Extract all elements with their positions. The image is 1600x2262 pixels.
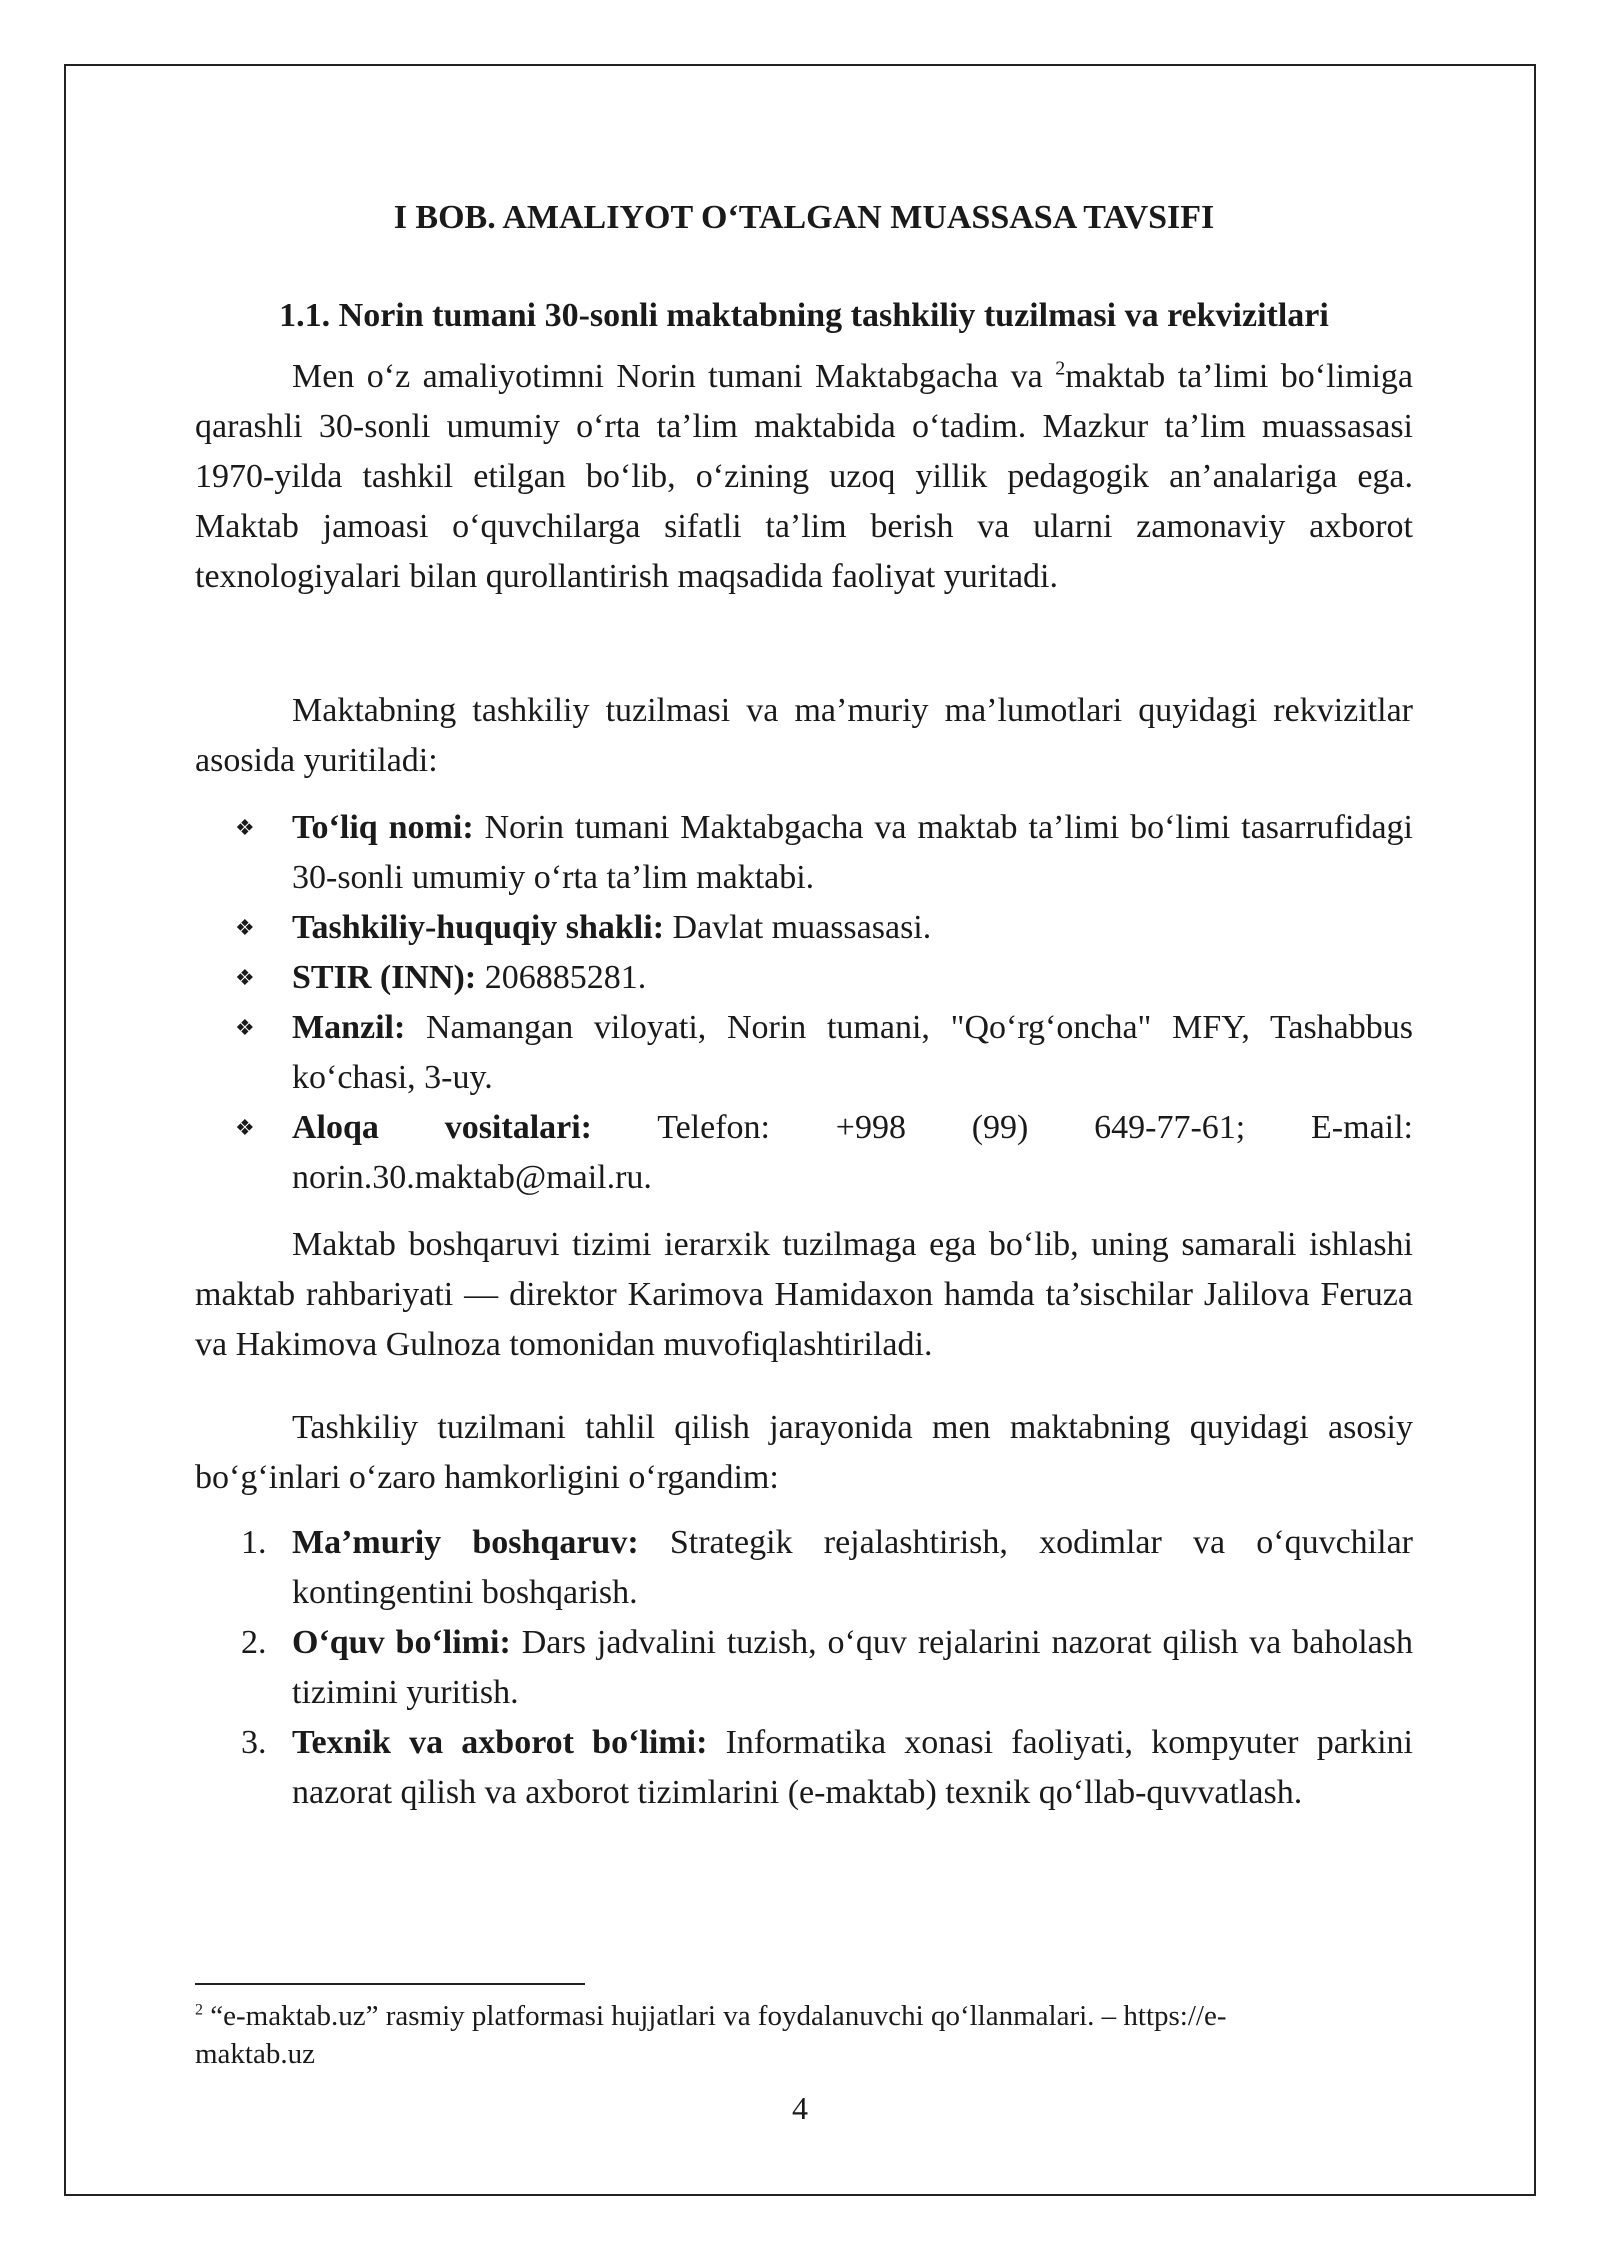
- item-text: Davlat muassasasi.: [664, 909, 932, 946]
- footnote-number: 2: [195, 2001, 203, 2019]
- footnote-text: “e-maktab.uz” rasmiy platformasi hujjatlari va foydalanuvchi qo‘llanmalari. – https://e-maktab.uz: [195, 2000, 1227, 2070]
- diamond-bullet-icon: ❖: [235, 1115, 255, 1140]
- diamond-bullet-icon: ❖: [235, 1015, 255, 1040]
- item-label: Tashkiliy-huquqiy shakli:: [292, 909, 665, 946]
- item-label: To‘liq nomi:: [292, 809, 474, 846]
- list-number: 2.: [241, 1624, 267, 1661]
- list-item: [195, 1618, 1413, 1718]
- item-label: Aloqa vositalari:: [292, 1109, 593, 1146]
- paragraph-management: Maktab boshqaruvi tizimi ierarxik tuzilmaga ega bo‘lib, uning samarali ishlashi maktab rahbariyati — direktor Karimova Hamidaxon hamda ta’sischilar Jalilova Feruza va Hakimova Gulnoza tomonidan muvofiqlashtiriladi.: [195, 1226, 1413, 1363]
- footnote: [195, 1997, 1345, 2073]
- list-item: [195, 903, 1413, 953]
- list-item: [195, 1518, 1413, 1618]
- list-number: 3.: [241, 1724, 267, 1761]
- list-item: [195, 953, 1413, 1003]
- chapter-title: I BOB. AMALIYOT O‘TALGAN MUASSASA TAVSIFI: [393, 199, 1215, 236]
- units-list: [195, 1518, 1413, 1818]
- list-item: [195, 1103, 1413, 1203]
- requisites-list: [195, 803, 1413, 1203]
- item-text: 206885281.: [476, 959, 647, 996]
- item-label: O‘quv bo‘limi:: [292, 1624, 511, 1661]
- paragraph-structure-analysis: Tashkiliy tuzilmani tahlil qilish jarayonida men maktabning quyidagi asosiy bo‘g‘inlari o‘zaro hamkorligini o‘rgandim:: [195, 1409, 1413, 1496]
- item-label: Manzil:: [292, 1009, 406, 1046]
- item-text: Namangan viloyati, Norin tumani, "Qo‘rg‘oncha" MFY, Tashabbus ko‘chasi, 3-uy.: [292, 1009, 1413, 1096]
- list-number: 1.: [241, 1524, 267, 1561]
- item-text: Dars jadvalini tuzish, o‘quv rejalarini nazorat qilish va baholash tizimini yuritish.: [292, 1624, 1413, 1711]
- paragraph-intro-start: Men o‘z amaliyotimni Norin tumani Maktabgacha va: [292, 358, 1056, 395]
- page-number: 4: [792, 2090, 808, 2126]
- diamond-bullet-icon: ❖: [235, 815, 255, 840]
- paragraph-intro-rest: maktab ta’limi bo‘limiga qarashli 30-sonli umumiy o‘rta ta’lim maktabida o‘tadim. Mazkur ta’lim muassasasi 1970-yilda tashkil etilgan bo‘lib, o‘zining uzoq yillik pedagogik an’analariga ega. Maktab jamoasi o‘quvchilarga sifatli ta’lim berish va ularni zamonaviy axborot texnologiyalari bilan qurollantirish maqsadida faoliyat yuritadi.: [195, 358, 1414, 595]
- diamond-bullet-icon: ❖: [235, 915, 255, 940]
- item-label: STIR (INN):: [292, 959, 477, 996]
- item-text: Telefon: +998 (99) 649-77-61; E-mail: norin.30.maktab@mail.ru.: [292, 1109, 1414, 1196]
- item-label: Texnik va axborot bo‘limi:: [292, 1724, 708, 1761]
- list-item: [195, 803, 1413, 903]
- section-title: 1.1. Norin tumani 30-sonli maktabning tashkiliy tuzilmasi va rekvizitlari: [279, 297, 1329, 334]
- list-item: [195, 1718, 1413, 1818]
- item-text: Informatika xonasi faoliyati, kompyuter parkini nazorat qilish va axborot tizimlarini (e-maktab) texnik qo‘llab-quvvatlash.: [292, 1724, 1413, 1811]
- footnote-reference: 2: [1055, 357, 1066, 380]
- item-text: Strategik rejalashtirish, xodimlar va o‘quvchilar kontingentini boshqarish.: [292, 1524, 1413, 1611]
- footnote-separator: [195, 1983, 585, 1985]
- paragraph-requisites-intro: Maktabning tashkiliy tuzilmasi va ma’muriy ma’lumotlari quyidagi rekvizitlar asosida yuritiladi:: [195, 692, 1413, 779]
- paragraph-intro: [195, 352, 1413, 602]
- item-text: Norin tumani Maktabgacha va maktab ta’limi bo‘limi tasarrufidagi 30-sonli umumiy o‘rta ta’lim maktabi.: [292, 809, 1413, 896]
- item-label: Ma’muriy boshqaruv:: [292, 1524, 639, 1561]
- list-item: [195, 1003, 1413, 1103]
- diamond-bullet-icon: ❖: [235, 965, 255, 990]
